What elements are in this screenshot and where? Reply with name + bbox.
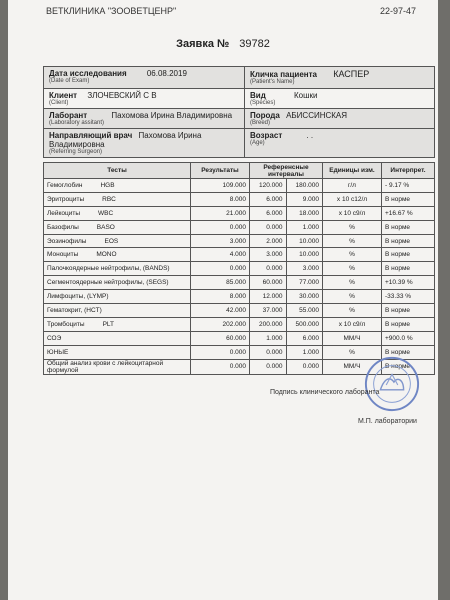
surgeon-cell bbox=[44, 129, 245, 158]
result-cell: 0.000 bbox=[191, 220, 250, 234]
test-code: MONO bbox=[96, 251, 117, 259]
interp-cell: -33.33 % bbox=[382, 290, 435, 304]
table-row bbox=[44, 248, 435, 262]
table-row bbox=[44, 276, 435, 290]
result-cell: 8.000 bbox=[191, 192, 250, 206]
clinic-phone: 22-97-47 bbox=[379, 6, 416, 16]
unit-cell: г/л bbox=[323, 179, 382, 193]
unit-cell: ММ/Ч bbox=[323, 331, 382, 345]
request-label: Заявка № bbox=[176, 38, 230, 50]
result-cell: 0.000 bbox=[191, 345, 250, 359]
test-name bbox=[44, 220, 191, 234]
test-name bbox=[44, 248, 191, 262]
table-row bbox=[44, 262, 435, 276]
test-code: BASO bbox=[96, 223, 115, 231]
test-code: RBC bbox=[102, 195, 116, 203]
col-units: Единицы изм. bbox=[323, 163, 382, 179]
test-name bbox=[44, 304, 191, 318]
unit-cell: x 10 с12/л bbox=[323, 192, 382, 206]
table-row bbox=[44, 234, 435, 248]
results-header-row bbox=[44, 163, 435, 179]
test-name-label: Гематокрит, (HCT) bbox=[47, 306, 102, 314]
test-name-label: Эритроциты bbox=[47, 195, 85, 203]
patient-name-label: Кличка пациента bbox=[250, 70, 317, 79]
ref-low-cell: 120.000 bbox=[250, 179, 287, 193]
ref-low-cell: 12.000 bbox=[250, 290, 287, 304]
ref-low-cell: 6.000 bbox=[250, 206, 287, 220]
ref-low-cell: 37.000 bbox=[250, 304, 287, 318]
test-name-label: Тромбоциты bbox=[47, 320, 85, 328]
unit-cell: % bbox=[323, 345, 382, 359]
table-row bbox=[44, 192, 435, 206]
unit-cell: % bbox=[323, 248, 382, 262]
ref-low-cell: 0.000 bbox=[250, 359, 287, 374]
ref-high-cell: 55.000 bbox=[286, 304, 323, 318]
unit-cell: x 10 с9/л bbox=[323, 206, 382, 220]
unit-cell: % bbox=[323, 234, 382, 248]
unit-cell: % bbox=[323, 290, 382, 304]
age-cell bbox=[245, 129, 435, 158]
col-tests: Тесты bbox=[44, 163, 191, 179]
age-sublabel: (Age) bbox=[250, 140, 265, 146]
exam-date-sublabel: (Date of Exam) bbox=[49, 78, 90, 84]
age-label: Возраст bbox=[250, 131, 283, 140]
test-name bbox=[44, 317, 191, 331]
interp-cell: +10.39 % bbox=[382, 276, 435, 290]
ref-high-cell: 18.000 bbox=[286, 206, 323, 220]
result-cell: 3.000 bbox=[191, 234, 250, 248]
test-name-label: Моноциты bbox=[47, 251, 79, 259]
unit-cell: x 10 с9/л bbox=[323, 317, 382, 331]
test-name-label: ЮНЫЕ bbox=[47, 348, 69, 356]
result-cell: 42.000 bbox=[191, 304, 250, 318]
result-cell: 0.000 bbox=[191, 359, 250, 374]
result-cell: 21.000 bbox=[191, 206, 250, 220]
lab-stamp bbox=[363, 355, 421, 413]
result-cell: 60.000 bbox=[191, 331, 250, 345]
ref-high-cell: 3.000 bbox=[286, 262, 323, 276]
lab-assistant-sublabel: (Laboratory assitant) bbox=[49, 120, 105, 126]
breed-value: АБИССИНСКАЯ bbox=[286, 111, 348, 120]
col-results: Результаты bbox=[191, 163, 250, 179]
test-name-label: Лимфоциты, (LYMP) bbox=[47, 293, 109, 301]
test-name-label: Базофилы bbox=[47, 223, 79, 231]
ref-low-cell: 0.000 bbox=[250, 345, 287, 359]
test-name bbox=[44, 359, 191, 374]
result-cell: 85.000 bbox=[191, 276, 250, 290]
interp-cell: В норме bbox=[382, 304, 435, 318]
ref-low-cell: 1.000 bbox=[250, 331, 287, 345]
test-code: PLT bbox=[102, 320, 115, 328]
clinic-name: ВЕТКЛИНИКА "ЗООВЕТЦЕНР" bbox=[46, 6, 177, 16]
interp-cell: В норме bbox=[382, 220, 435, 234]
table-row bbox=[44, 304, 435, 318]
lab-assistant-value: Пахомова Ирина Владимировна bbox=[111, 111, 233, 120]
interp-cell: В норме bbox=[382, 359, 435, 374]
patient-info-grid bbox=[43, 66, 435, 158]
interp-cell: В норме bbox=[382, 234, 435, 248]
test-name-label: Гемоглобин bbox=[47, 181, 83, 189]
surgeon-value: Пахомова Ирина Владимировна bbox=[49, 131, 202, 149]
interp-cell: В норме bbox=[382, 248, 435, 262]
lab-report-sheet bbox=[8, 0, 438, 600]
surgeon-label: Направляющий врач bbox=[49, 131, 133, 140]
species-value: Кошки bbox=[294, 91, 318, 100]
test-name-label: Палочкоядерные нейтрофилы, (BANDS) bbox=[47, 265, 170, 273]
unit-cell: % bbox=[323, 220, 382, 234]
ref-low-cell: 2.000 bbox=[250, 234, 287, 248]
test-name-label: Лейкоциты bbox=[47, 209, 81, 217]
ref-high-cell: 10.000 bbox=[286, 234, 323, 248]
test-code: WBC bbox=[98, 209, 114, 217]
table-row bbox=[44, 179, 435, 193]
breed-label: Порода bbox=[250, 111, 280, 120]
test-name bbox=[44, 234, 191, 248]
ref-high-cell: 1.000 bbox=[286, 345, 323, 359]
unit-cell: % bbox=[323, 304, 382, 318]
exam-date-label: Дата исследования bbox=[49, 69, 127, 78]
patient-name-cell bbox=[245, 67, 435, 89]
col-reference: Референсные интервалы bbox=[250, 163, 323, 179]
lab-assistant-cell bbox=[44, 109, 245, 129]
ref-high-cell: 30.000 bbox=[286, 290, 323, 304]
ref-high-cell: 1.000 bbox=[286, 220, 323, 234]
test-name-label: Сегментоядерные нейтрофилы, (SEGS) bbox=[47, 279, 169, 287]
result-cell: 109.000 bbox=[191, 179, 250, 193]
species-label: Вид bbox=[250, 91, 266, 100]
table-row bbox=[44, 220, 435, 234]
test-name-label: Эозинофилы bbox=[47, 237, 87, 245]
ref-high-cell: 180.000 bbox=[286, 179, 323, 193]
interp-cell: В норме bbox=[382, 345, 435, 359]
exam-date-value: 06.08.2019 bbox=[146, 69, 187, 78]
test-name bbox=[44, 345, 191, 359]
ref-high-cell: 77.000 bbox=[286, 276, 323, 290]
breed-sublabel: (Breed) bbox=[250, 120, 271, 126]
test-code: EOS bbox=[104, 237, 119, 245]
interp-cell: В норме bbox=[382, 317, 435, 331]
ref-high-cell: 500.000 bbox=[286, 317, 323, 331]
test-name-label: Общий анализ крови с лейкоцитарной формулой bbox=[47, 359, 164, 374]
table-row bbox=[44, 317, 435, 331]
ref-high-cell: 0.000 bbox=[286, 359, 323, 374]
unit-cell: ММ/Ч bbox=[323, 359, 382, 374]
col-interp: Интерпрет. bbox=[382, 163, 435, 179]
table-row bbox=[44, 206, 435, 220]
interp-cell: В норме bbox=[382, 262, 435, 276]
patient-name-value: КАСПЕР bbox=[333, 69, 370, 79]
test-name bbox=[44, 276, 191, 290]
table-row bbox=[44, 331, 435, 345]
test-name bbox=[44, 262, 191, 276]
interp-cell: - 9.17 % bbox=[382, 179, 435, 193]
ref-high-cell: 6.000 bbox=[286, 331, 323, 345]
exam-date-cell bbox=[44, 67, 245, 89]
lab-seal-label: М.П. лаборатории bbox=[358, 418, 417, 425]
species-sublabel: (Species) bbox=[250, 100, 276, 106]
interp-cell: В норме bbox=[382, 192, 435, 206]
test-name bbox=[44, 179, 191, 193]
test-name bbox=[44, 331, 191, 345]
ref-low-cell: 0.000 bbox=[250, 262, 287, 276]
client-label: Клиент bbox=[49, 91, 78, 100]
breed-cell bbox=[245, 109, 435, 129]
request-number: 39782 bbox=[239, 38, 270, 50]
test-name-label: СОЭ bbox=[47, 334, 62, 342]
result-cell: 4.000 bbox=[191, 248, 250, 262]
test-name bbox=[44, 192, 191, 206]
interp-cell: +900.0 % bbox=[382, 331, 435, 345]
ref-low-cell: 3.000 bbox=[250, 248, 287, 262]
test-name bbox=[44, 290, 191, 304]
client-value: ЗЛОЧЕВСКИЙ С В bbox=[87, 91, 157, 100]
interp-cell: +16.67 % bbox=[382, 206, 435, 220]
client-cell bbox=[44, 89, 245, 109]
unit-cell: % bbox=[323, 262, 382, 276]
unit-cell: % bbox=[323, 276, 382, 290]
test-name bbox=[44, 206, 191, 220]
table-row bbox=[44, 290, 435, 304]
lab-assistant-label: Лаборант bbox=[49, 111, 88, 120]
client-sublabel: (Client) bbox=[49, 100, 69, 106]
result-cell: 8.000 bbox=[191, 290, 250, 304]
surgeon-sublabel: (Referring Surgeon) bbox=[49, 149, 103, 155]
test-code: HGB bbox=[100, 181, 115, 189]
lab-signature-label: Подпись клинического лаборанта bbox=[270, 389, 380, 396]
age-value: . . bbox=[306, 131, 314, 140]
result-cell: 0.000 bbox=[191, 262, 250, 276]
results-table bbox=[43, 162, 435, 375]
ref-high-cell: 9.000 bbox=[286, 192, 323, 206]
ref-low-cell: 200.000 bbox=[250, 317, 287, 331]
patient-name-sublabel: (Patient's Name) bbox=[250, 79, 295, 85]
ref-low-cell: 60.000 bbox=[250, 276, 287, 290]
request-title bbox=[8, 38, 438, 50]
species-cell bbox=[245, 89, 435, 109]
ref-low-cell: 6.000 bbox=[250, 192, 287, 206]
ref-low-cell: 0.000 bbox=[250, 220, 287, 234]
ref-high-cell: 10.000 bbox=[286, 248, 323, 262]
result-cell: 202.000 bbox=[191, 317, 250, 331]
